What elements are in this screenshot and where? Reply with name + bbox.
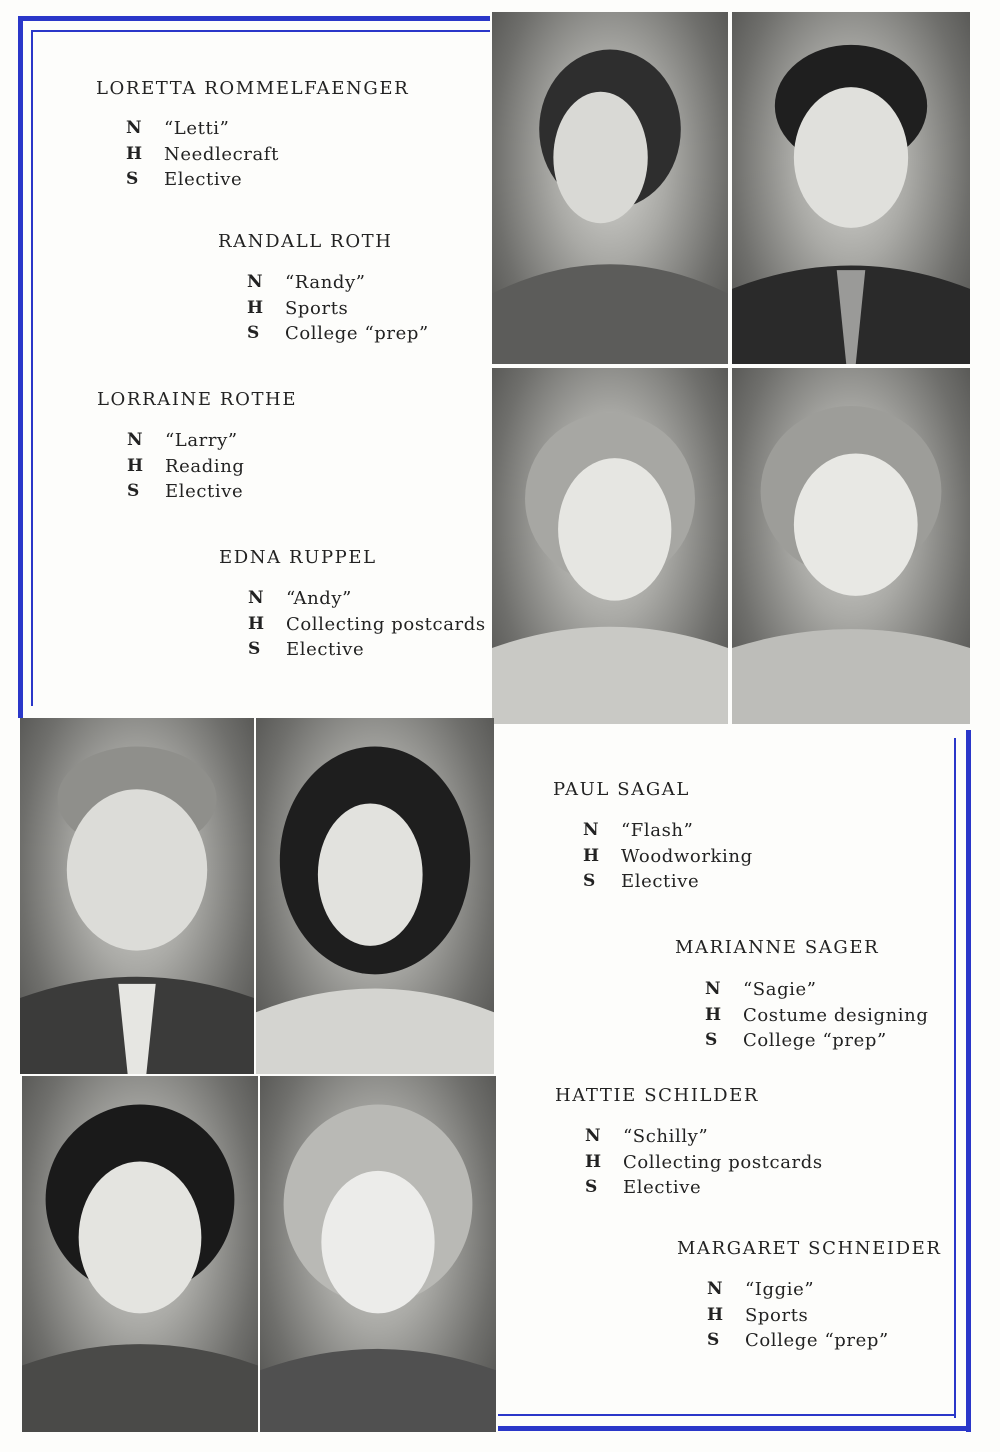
- subject-entry: [127, 479, 245, 505]
- entry-key: S: [583, 871, 596, 891]
- nickname-entry: [126, 116, 279, 142]
- hobby-entry: [247, 296, 429, 322]
- hobby-entry: [707, 1303, 889, 1329]
- hobby-entry: [127, 454, 245, 480]
- entry-key: S: [585, 1177, 598, 1197]
- hobby-entry: [248, 612, 486, 638]
- entry-key: S: [705, 1030, 718, 1050]
- student-entries: [127, 428, 245, 505]
- portrait-photo-loretta: [492, 12, 728, 364]
- entry-key: N: [126, 118, 143, 138]
- entry-value: Collecting postcards: [286, 613, 486, 635]
- nickname-entry: [583, 818, 753, 844]
- subject-entry: [248, 637, 486, 663]
- subject-entry: [705, 1028, 928, 1054]
- student-name: LORRAINE ROTHE: [97, 389, 298, 410]
- student-entries: [247, 270, 429, 347]
- student-name: RANDALL ROTH: [218, 231, 393, 252]
- entry-key: H: [126, 143, 143, 164]
- hobby-entry: [126, 142, 279, 168]
- frame-top-outer: [18, 16, 490, 21]
- student-entries: [707, 1277, 889, 1354]
- frame-bottom-inner: [498, 1414, 956, 1416]
- subject-entry: [126, 167, 279, 193]
- entry-key: S: [707, 1330, 720, 1350]
- entry-value: “Sagie”: [743, 979, 817, 1000]
- entry-value: Woodworking: [621, 845, 753, 867]
- student-entries: [248, 586, 486, 663]
- frame-top-inner: [31, 30, 490, 32]
- entry-key: N: [247, 272, 264, 292]
- portrait-photo-margaret: [260, 1076, 496, 1432]
- entry-key: N: [707, 1279, 724, 1299]
- nickname-entry: [585, 1124, 823, 1150]
- frame-right-outer: [966, 730, 971, 1432]
- entry-value: Sports: [285, 297, 349, 319]
- subject-entry: [707, 1328, 889, 1354]
- entry-value: “Larry”: [165, 430, 238, 451]
- entry-value: Collecting postcards: [623, 1151, 823, 1173]
- entry-key: S: [126, 169, 139, 189]
- subject-entry: [585, 1175, 823, 1201]
- frame-left-inner: [31, 30, 33, 706]
- hobby-entry: [705, 1003, 928, 1029]
- portrait-photo-edna: [732, 368, 970, 724]
- entry-value: College “prep”: [285, 323, 429, 344]
- student-name: HATTIE SCHILDER: [555, 1085, 760, 1106]
- student-name: LORETTA ROMMELFAENGER: [96, 78, 410, 99]
- entry-key: S: [247, 323, 260, 343]
- entry-value: College “prep”: [745, 1330, 889, 1351]
- entry-key: N: [705, 979, 722, 999]
- entry-value: Reading: [165, 455, 245, 477]
- entry-value: Elective: [164, 169, 243, 190]
- hobby-entry: [585, 1150, 823, 1176]
- entry-key: S: [127, 481, 140, 501]
- student-entries: [585, 1124, 823, 1201]
- portrait-photo-randall: [732, 12, 970, 364]
- entry-value: Elective: [286, 639, 365, 660]
- entry-key: N: [127, 430, 144, 450]
- entry-key: N: [583, 820, 600, 840]
- entry-value: “Letti”: [164, 118, 230, 139]
- entry-value: “Flash”: [621, 820, 694, 841]
- student-name: MARIANNE SAGER: [675, 937, 880, 958]
- entry-key: H: [583, 845, 600, 866]
- nickname-entry: [127, 428, 245, 454]
- portrait-photo-marianne: [256, 718, 494, 1074]
- portrait-photo-hattie: [22, 1076, 258, 1432]
- entry-key: H: [127, 455, 144, 476]
- entry-key: H: [247, 297, 264, 318]
- entry-key: H: [707, 1304, 724, 1325]
- entry-value: Sports: [745, 1304, 809, 1326]
- frame-right-inner: [954, 738, 956, 1418]
- entry-key: S: [248, 639, 261, 659]
- frame-left-outer: [18, 16, 23, 718]
- entry-key: H: [585, 1151, 602, 1172]
- entry-value: “Andy”: [286, 588, 352, 609]
- entry-value: Costume designing: [743, 1004, 929, 1026]
- hobby-entry: [583, 844, 753, 870]
- student-entries: [705, 977, 928, 1054]
- nickname-entry: [247, 270, 429, 296]
- entry-value: “Schilly”: [623, 1126, 709, 1147]
- entry-key: N: [248, 588, 265, 608]
- nickname-entry: [248, 586, 486, 612]
- subject-entry: [247, 321, 429, 347]
- portrait-photo-paul: [20, 718, 254, 1074]
- entry-value: Elective: [623, 1177, 702, 1198]
- entry-value: College “prep”: [743, 1030, 887, 1051]
- student-name: PAUL SAGAL: [553, 779, 690, 800]
- student-entries: [583, 818, 753, 895]
- entry-value: Elective: [165, 481, 244, 502]
- entry-value: Needlecraft: [164, 143, 279, 165]
- entry-value: “Iggie”: [745, 1279, 815, 1300]
- student-name: MARGARET SCHNEIDER: [677, 1238, 942, 1259]
- nickname-entry: [705, 977, 928, 1003]
- portrait-photo-lorraine: [492, 368, 728, 724]
- entry-key: H: [705, 1004, 722, 1025]
- student-entries: [126, 116, 279, 193]
- entry-value: “Randy”: [285, 272, 366, 293]
- entry-key: N: [585, 1126, 602, 1146]
- entry-key: H: [248, 613, 265, 634]
- student-name: EDNA RUPPEL: [219, 547, 377, 568]
- entry-value: Elective: [621, 871, 700, 892]
- nickname-entry: [707, 1277, 889, 1303]
- subject-entry: [583, 869, 753, 895]
- frame-bottom-outer: [498, 1426, 971, 1431]
